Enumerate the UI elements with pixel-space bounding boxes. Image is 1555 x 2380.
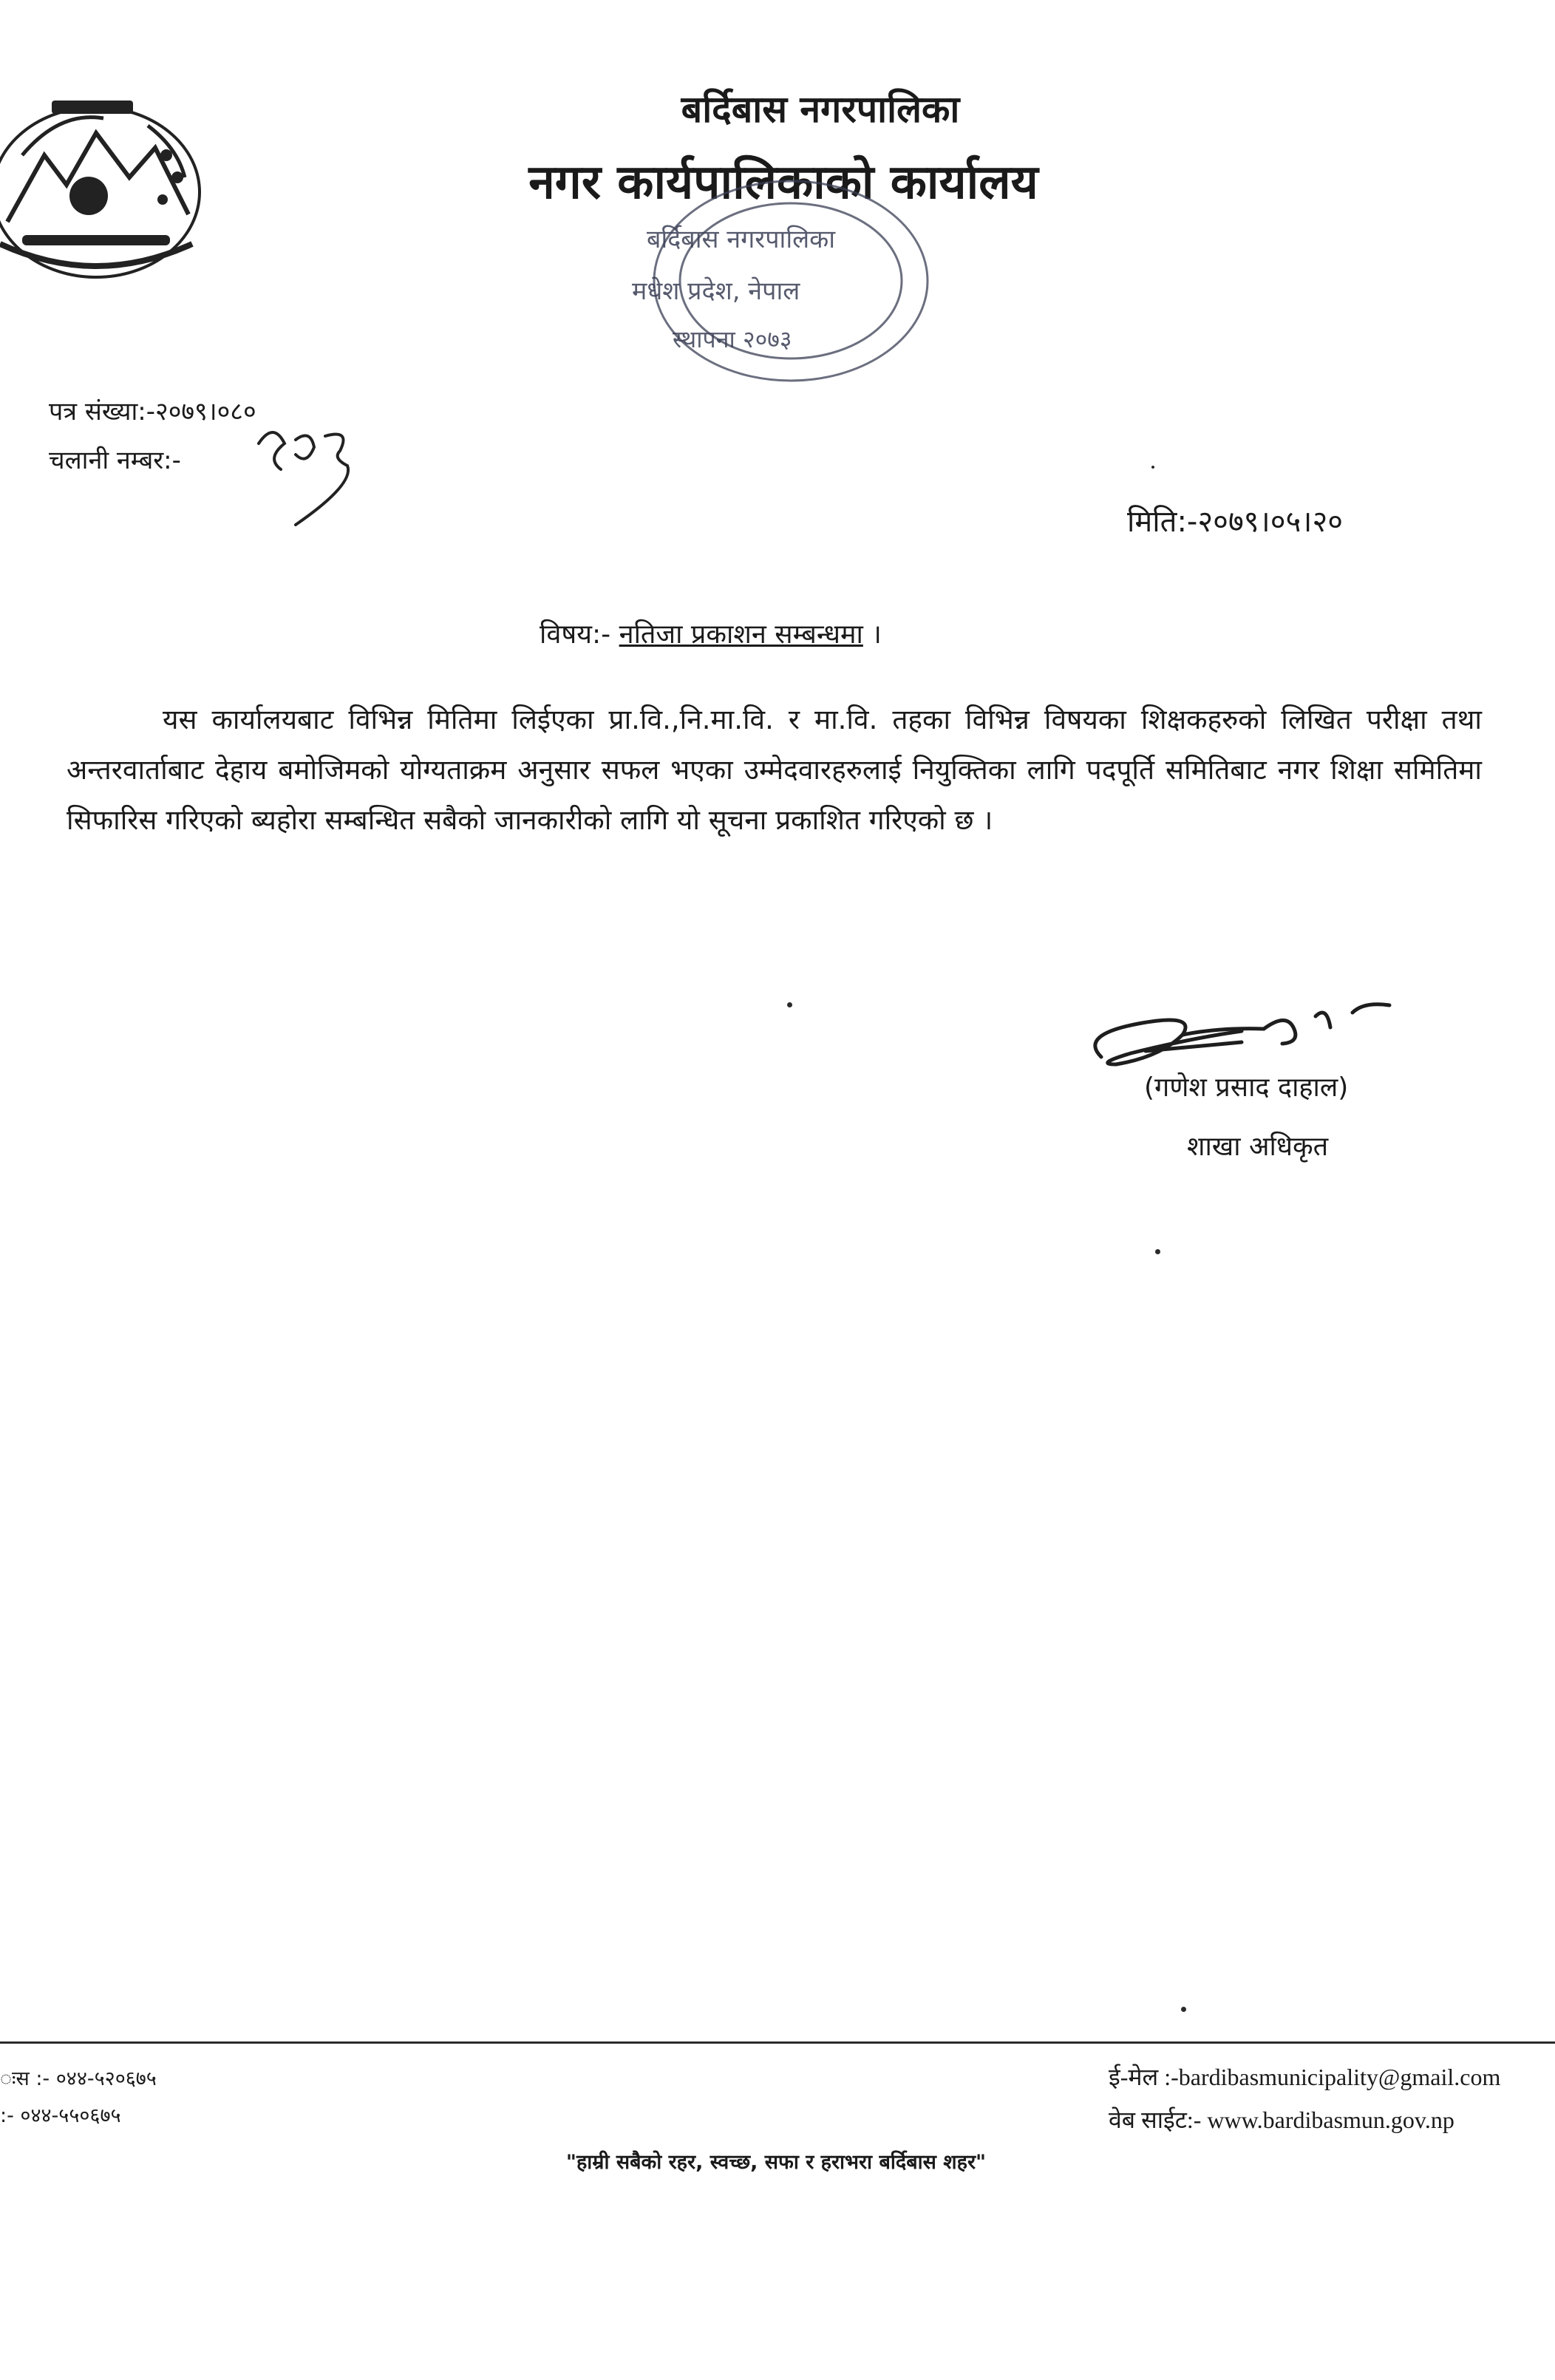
office-stamp bbox=[591, 170, 976, 414]
scan-speck bbox=[787, 1002, 792, 1007]
signatory-post: शाखा अधिकृत bbox=[1187, 1132, 1329, 1162]
subject-line bbox=[540, 615, 882, 651]
scan-speck bbox=[1155, 1249, 1160, 1254]
nepal-emblem-icon bbox=[0, 67, 222, 288]
footer-fax: ःस :- ०४४-५२०६७५ bbox=[0, 2067, 157, 2090]
letter-body: यस कार्यालयबाट विभिन्न मितिमा लिईएका प्रा.वि.,नि.मा.वि. र मा.वि. तहका विभिन्न विषयका शिक्षकहरुको लिखित परीक्षा तथा अन्तरवार्ताबाट देहाय बमोजिमको योग्यताक्रम अनुसार सफल भएका उम्मेदवारहरुलाई नियुक्तिका लागि पदपूर्ति समितिबाट नगर शिक्षा समितिमा सिफारिस गरिएको ब्यहोरा सम्बन्धित सबैको जानकारीको लागि यो सूचना प्रकाशित गरिएको छ । bbox=[67, 704, 1482, 837]
chalani-label: चलानी नम्बर:- bbox=[49, 446, 181, 475]
patra-sankhya: पत्र संख्या:-२०७९।०८० bbox=[49, 397, 256, 426]
footer-website: वेब साईट:- www.bardibasmun.gov.np bbox=[1109, 2107, 1454, 2133]
stamp-line-3: स्थापना २०७३ bbox=[673, 325, 792, 353]
footer-email: ई-मेल :-bardibasmunicipality@gmail.com bbox=[1109, 2064, 1501, 2090]
subject-text: नतिजा प्रकाशन सम्बन्धमा bbox=[619, 619, 863, 650]
stamp-line-1: बर्दिबास नगरपालिका bbox=[647, 225, 836, 254]
stamp-line-2: मधेश प्रदेश, नेपाल bbox=[632, 276, 800, 306]
chalani-handwritten-number bbox=[251, 414, 362, 532]
letter-date: मिति:-२०७९।०५।२० bbox=[1127, 505, 1344, 539]
scan-speck bbox=[1181, 2007, 1186, 2012]
office-name: नगर कार्यपालिकाको कार्यालय bbox=[528, 155, 1038, 210]
subject-label: विषय:- bbox=[540, 619, 611, 650]
subject-end: । bbox=[871, 619, 882, 650]
footer-divider bbox=[0, 2041, 1555, 2044]
municipality-name: बर्दिबास नगरपालिका bbox=[681, 88, 960, 131]
signatory-name: (गणेश प्रसाद दाहाल) bbox=[1144, 1072, 1349, 1103]
scan-speck bbox=[1151, 466, 1154, 469]
footer-slogan: "हाम्री सबैको रहर, स्वच्छ, सफा र हराभरा बर्दिबास शहर" bbox=[565, 2151, 987, 2174]
footer-phone: :- ०४४-५५०६७५ bbox=[0, 2104, 121, 2127]
